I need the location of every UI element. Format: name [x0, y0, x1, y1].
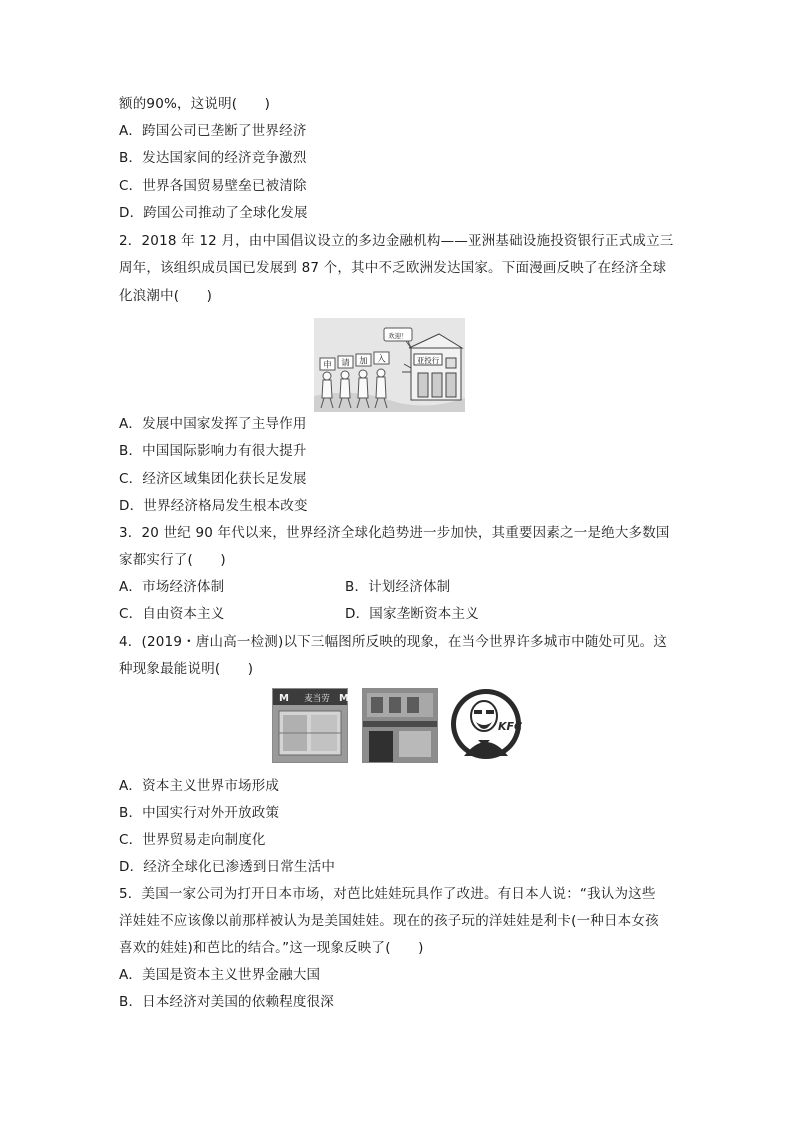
q1-option-d: D．跨国公司推动了全球化发展	[119, 205, 308, 221]
q2-stem-line-1: 2．2018 年 12 月，由中国倡议设立的多边金融机构——亚洲基础设施投资银行正式成立三	[119, 233, 674, 249]
cartoon-sign-4: 入	[377, 354, 386, 365]
q2-option-b: B．中国国际影响力有很大提升	[119, 443, 307, 459]
q2-option-c: C．经济区域集团化获长足发展	[119, 471, 307, 487]
q3-stem-line-2: 家都实行了( )	[119, 552, 226, 568]
q3-stem-line-1: 3．20 世纪 90 年代以来，世界经济全球化趋势进一步加快，其重要因素之一是绝大多数国	[119, 525, 670, 541]
cartoon-sign-1: 申	[323, 360, 332, 371]
q2-option-d: D．世界经济格局发生根本改变	[119, 498, 308, 514]
aiib-cartoon	[314, 318, 465, 412]
q3-option-c: C．自由资本主义	[119, 606, 225, 622]
cartoon-sign-2: 请	[341, 358, 350, 369]
q4-stem-line-1: 4．(2019・唐山高一检测)以下三幅图所反映的现象，在当今世界许多城市中随处可见。这	[119, 634, 668, 650]
cartoon-bank-sign: 亚投行	[416, 356, 440, 365]
q5-stem-line-1: 5．美国一家公司为打开日本市场，对芭比娃娃玩具作了改进。有日本人说：“我认为这些	[119, 886, 656, 902]
q4-option-a: A．资本主义世界市场形成	[119, 778, 280, 794]
q5-stem-line-2: 洋娃娃不应该像以前那样被认为是美国娃娃。现在的孩子玩的洋娃娃是利卡(一种日本女孩	[119, 913, 659, 929]
cartoon-sign-3: 加	[359, 356, 368, 367]
q3-option-d: D．国家垄断资本主义	[345, 606, 479, 622]
q5-option-a: A．美国是资本主义世界金融大国	[119, 967, 321, 983]
q1-option-a: A．跨国公司已垄断了世界经济	[119, 123, 307, 139]
q2-stem-line-3: 化浪潮中( )	[119, 288, 213, 304]
q4-stem-line-2: 种现象最能说明( )	[119, 661, 254, 677]
q1-stem-tail: 额的90%，这说明( )	[119, 96, 271, 112]
q5-stem-line-3: 喜欢的娃娃)和芭比的结合。”这一现象反映了( )	[119, 940, 424, 956]
kfc-logo-text: KFC	[498, 720, 523, 733]
q4-option-d: D．经济全球化已渗透到日常生活中	[119, 859, 336, 875]
q2-stem-line-2: 周年，该组织成员国已发展到 87 个，其中不乏欧洲发达国家。下面漫画反映了在经济全球	[119, 260, 667, 276]
q3-option-b: B．计划经济体制	[345, 579, 451, 595]
q2-option-a: A．发展中国家发挥了主导作用	[119, 416, 307, 432]
q4-option-b: B．中国实行对外开放政策	[119, 805, 280, 821]
q4-option-c: C．世界贸易走向制度化	[119, 832, 266, 848]
cartoon-speech-bubble: 欢迎！	[388, 332, 408, 340]
storefront-photo	[362, 688, 438, 763]
q3-option-a: A．市场经济体制	[119, 579, 225, 595]
mcdonalds-photo	[272, 688, 348, 763]
svg-text:M: M	[279, 693, 289, 704]
q5-option-b: B．日本经济对美国的依赖程度很深	[119, 994, 334, 1010]
mcdonalds-sign: 麦当劳	[304, 694, 330, 704]
kfc-logo	[450, 688, 522, 760]
q1-option-c: C．世界各国贸易壁垒已被清除	[119, 178, 307, 194]
q1-option-b: B．发达国家间的经济竞争激烈	[119, 150, 307, 166]
svg-text:M: M	[339, 693, 349, 704]
